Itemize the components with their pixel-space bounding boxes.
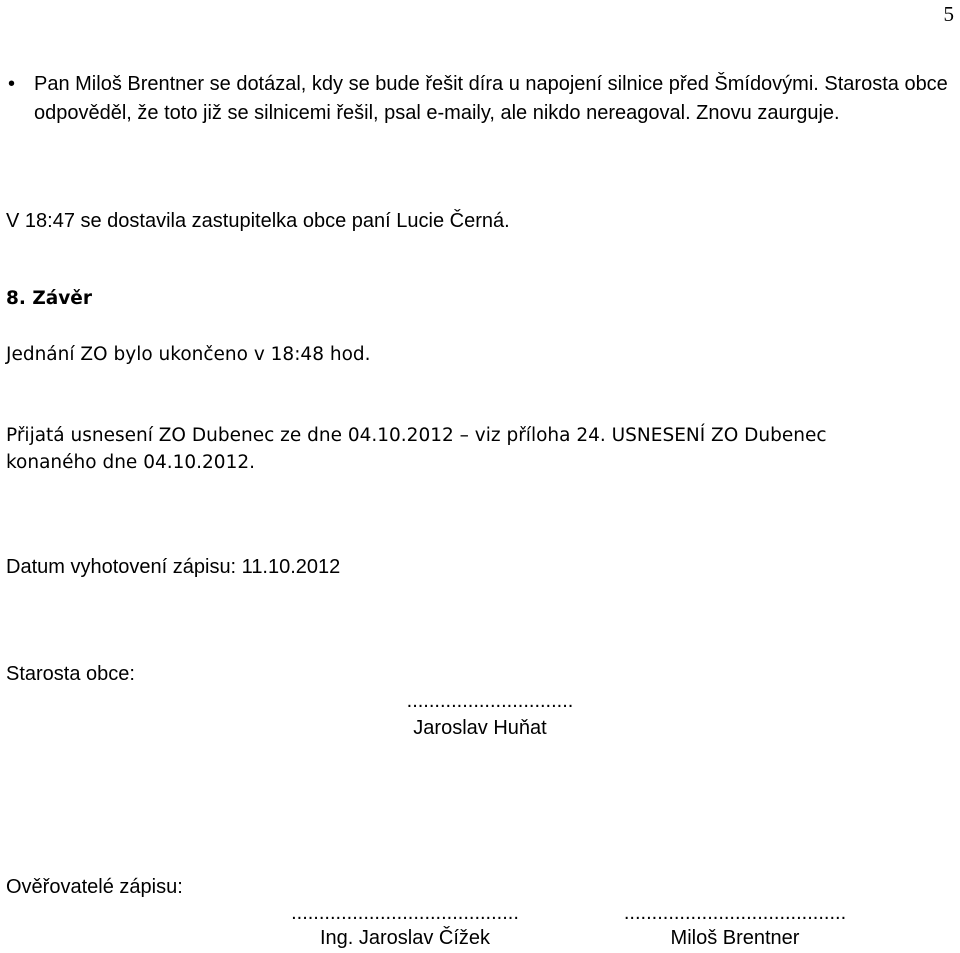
- closing-note: Jednání ZO bylo ukončeno v 18:48 hod.: [6, 344, 371, 365]
- page-number: 5: [943, 2, 954, 26]
- verifier1-name: Ing. Jaroslav Čížek: [319, 927, 491, 949]
- verifier2-name: Miloš Brentner: [670, 927, 800, 949]
- mayor-signature-dots: ..............................: [406, 690, 574, 712]
- mayor-label: Starosta obce:: [6, 663, 135, 685]
- verifier2-signature-dots: ........................................: [623, 902, 847, 924]
- resolutions-note-line1: Přijatá usnesení ZO Dubenec ze dne 04.10.2012 – viz příloha 24. USNESENÍ ZO Dubenec: [6, 425, 827, 446]
- verifiers-label: Ověřovatelé zápisu:: [6, 876, 183, 898]
- arrival-note: V 18:47 se dostavila zastupitelka obce paní Lucie Černá.: [6, 210, 510, 232]
- mayor-name: Jaroslav Huňat: [413, 717, 547, 739]
- bullet-item: [8, 70, 953, 128]
- bullet-item-text: Pan Miloš Brentner se dotázal, kdy se bude řešit díra u napojení silnice před Šmídovými. Starosta obce odpověděl, že toto již se silnicemi řešil, psal e-maily, ale nikdo nereagoval. Znovu zaurguje.: [34, 73, 948, 124]
- verifier1-signature-dots: .........................................: [291, 902, 519, 924]
- bullet-dot-icon: •: [8, 73, 16, 95]
- resolutions-note-line2: konaného dne 04.10.2012.: [6, 452, 256, 473]
- date-line: Datum vyhotovení zápisu: 11.10.2012: [6, 556, 341, 578]
- section-heading: 8. Závěr: [6, 288, 92, 309]
